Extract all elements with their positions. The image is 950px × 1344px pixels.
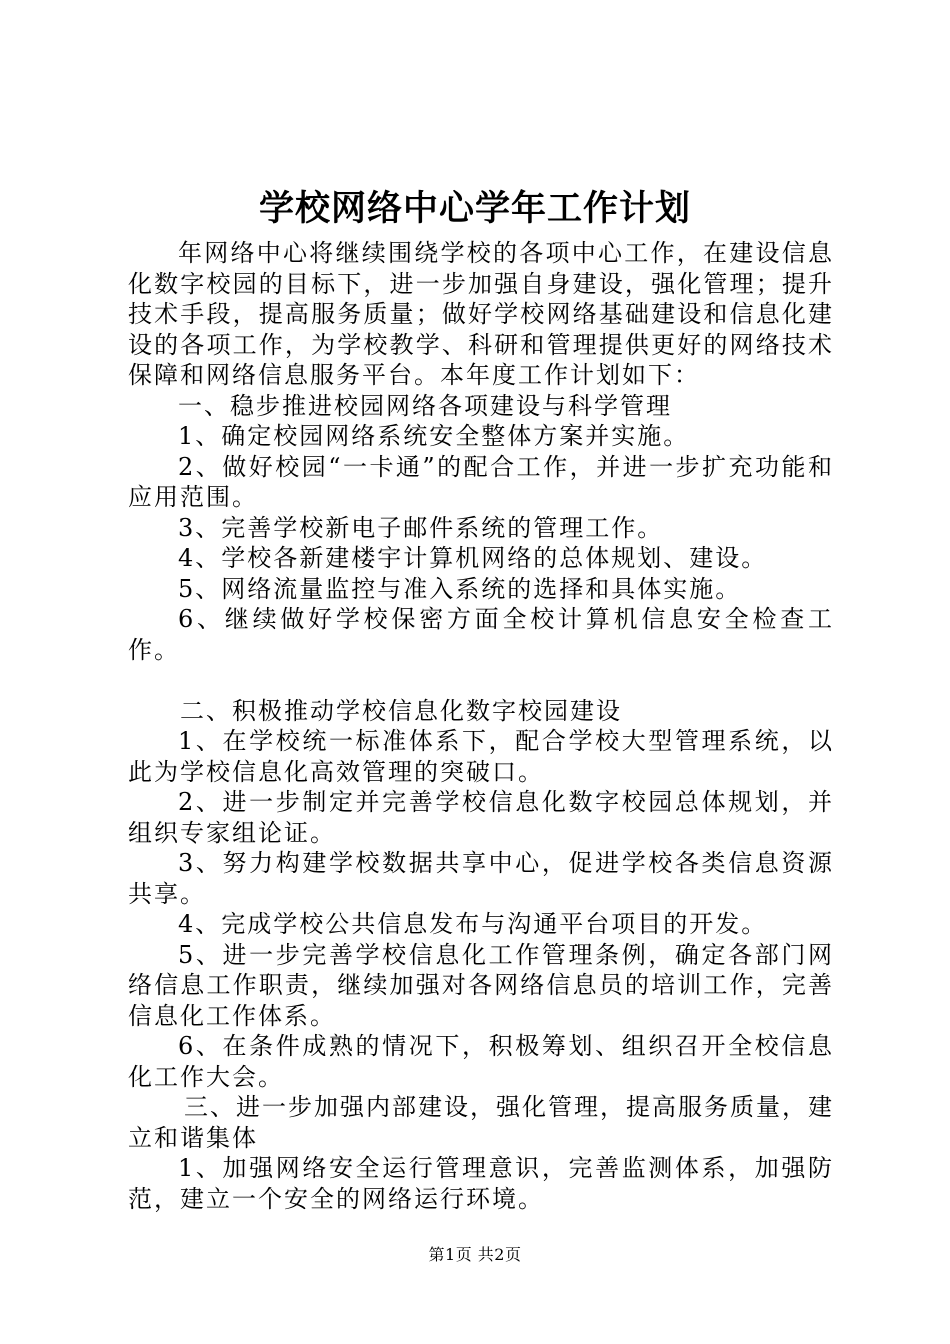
list-item: 6、继续做好学校保密方面全校计算机信息安全检查工作。 bbox=[128, 605, 834, 664]
list-item: 1、在学校统一标准体系下，配合学校大型管理系统，以此为学校信息化高效管理的突破口。 bbox=[128, 727, 834, 786]
list-item: 2、做好校园“一卡通”的配合工作，并进一步扩充功能和应用范围。 bbox=[128, 452, 834, 511]
list-item: 4、学校各新建楼宇计算机网络的总体规划、建设。 bbox=[178, 544, 768, 572]
list-item: 4、完成学校公共信息发布与沟通平台项目的开发。 bbox=[178, 910, 768, 938]
list-item: 1、确定校园网络系统安全整体方案并实施。 bbox=[178, 422, 690, 450]
section-heading-1: 一、稳步推进校园网络各项建设与科学管理 bbox=[178, 391, 672, 420]
blank-line bbox=[128, 665, 834, 696]
page-number: 第1页 共2页 bbox=[428, 1245, 522, 1264]
list-item: 3、努力构建学校数据共享中心，促进学校各类信息资源共享。 bbox=[128, 849, 834, 908]
section-heading-2: 二、积极推动学校信息化数字校园建设 bbox=[180, 696, 622, 725]
list-item: 1、加强网络安全运行管理意识，完善监测体系，加强防范，建立一个安全的网络运行环境。 bbox=[128, 1154, 834, 1213]
intro-paragraph: 年网络中心将继续围绕学校的各项中心工作，在建设信息化数字校园的目标下，进一步加强自身建设，强化管理；提升技术手段，提高服务质量；做好学校网络基础建设和信息化建设的各项工作，为学校教学、科研和管理提供更好的网络技术保障和网络信息服务平台。本年度工作计划如下： bbox=[128, 239, 834, 389]
list-item: 3、完善学校新电子邮件系统的管理工作。 bbox=[178, 513, 664, 542]
document-body bbox=[128, 238, 834, 1214]
list-item: 5、进一步完善学校信息化工作管理条例，确定各部门网络信息工作职责，继续加强对各网络信息员的培训工作，完善信息化工作体系。 bbox=[128, 940, 834, 1030]
document-title: 学校网络中心学年工作计划 bbox=[258, 188, 691, 229]
list-item: 6、在条件成熟的情况下，积极筹划、组织召开全校信息化工作大会。 bbox=[128, 1032, 834, 1091]
list-item: 5、网络流量监控与准入系统的选择和具体实施。 bbox=[178, 574, 742, 603]
section-heading-3: 三、进一步加强内部建设，强化管理，提高服务质量，建立和谐集体 bbox=[128, 1093, 834, 1152]
list-item: 2、进一步制定并完善学校信息化数字校园总体规划，并组织专家组论证。 bbox=[128, 788, 834, 847]
